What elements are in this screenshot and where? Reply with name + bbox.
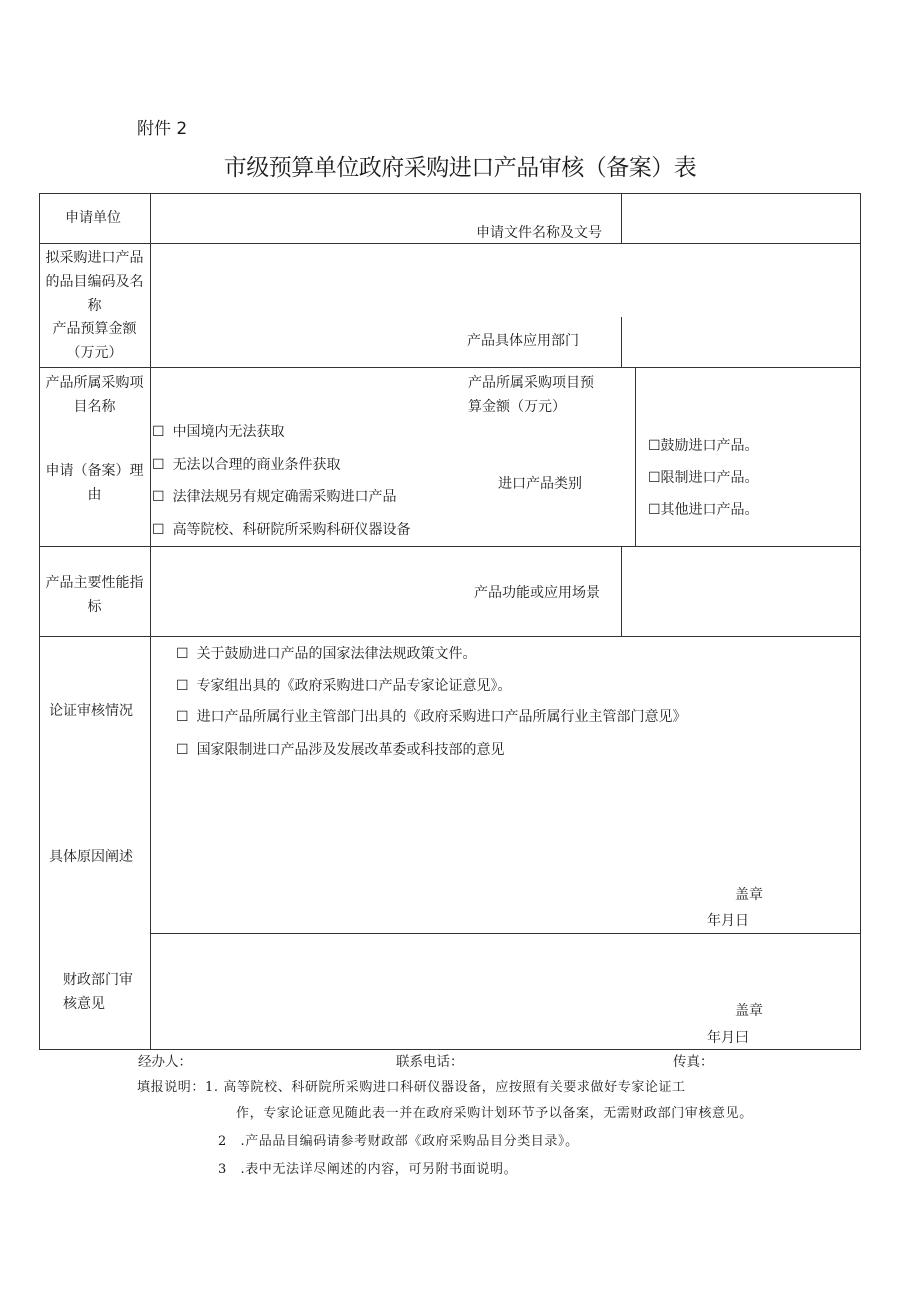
table-border-right xyxy=(860,193,861,1050)
doc-name-label: 申请文件名称及文号 xyxy=(476,225,602,241)
performance-field[interactable] xyxy=(151,547,621,635)
product-code-field[interactable] xyxy=(151,244,860,316)
page-title: 市级预算单位政府采购进口产品审核（备案）表 xyxy=(223,155,697,181)
reason-option[interactable] xyxy=(152,420,285,444)
reason-option[interactable] xyxy=(152,453,341,477)
checkbox-icon[interactable]: ☐ xyxy=(176,678,189,694)
category-option-other[interactable]: ☐其他进口产品。 xyxy=(648,502,759,518)
performance-label-line2: 标 xyxy=(87,599,102,615)
phone-label: 联系电话： xyxy=(396,1054,464,1070)
reason-label-line1: 申请（备案）理 xyxy=(45,463,144,479)
checkbox-icon[interactable]: ☐ xyxy=(152,457,165,473)
handler-label: 经办人： xyxy=(138,1054,192,1070)
review-form-table xyxy=(39,193,861,1050)
checkbox-icon[interactable]: ☐ xyxy=(176,646,189,662)
note-line-3: 2 .产品品目编码请参考财政部《政府采购品目分类目录》。 xyxy=(218,1134,579,1149)
product-code-label-line2: 的品目编码及名 xyxy=(45,274,144,290)
project-budget-label-line1: 产品所属采购项目预 xyxy=(468,375,594,391)
applicant-unit-field[interactable] xyxy=(151,194,621,242)
project-name-label-line1: 产品所属采购项 xyxy=(45,375,144,391)
reason-option-label: 高等院校、科研院所采购科研仪器设备 xyxy=(172,522,411,538)
product-code-label-line1: 拟采购进口产品 xyxy=(45,250,144,266)
product-code-label-line3: 称 xyxy=(87,298,102,314)
reason-option-label: 法律法规另有规定确需采购进口产品 xyxy=(172,489,397,505)
function-field[interactable] xyxy=(622,547,860,635)
budget-amount-label-line1: 产品预算金额 xyxy=(52,321,137,337)
row-divider xyxy=(39,636,861,637)
finance-label-line2: 核意见 xyxy=(63,996,105,1012)
project-budget-label-line2: 算金额（万元） xyxy=(468,399,566,415)
category-label: 进口产品类别 xyxy=(498,476,582,492)
note-line-1: 填报说明：1. 高等院校、科研院所采购进口科研仪器设备，应按照有关要求做好专家论证工 xyxy=(137,1080,686,1095)
review-option[interactable] xyxy=(176,705,687,729)
applicant-unit-label: 申请单位 xyxy=(65,210,121,226)
review-label: 论证审核情况 xyxy=(49,703,133,719)
reason-option-label: 中国境内无法获取 xyxy=(172,424,285,440)
project-name-label-line2: 目名称 xyxy=(73,399,116,415)
finance-opinion-field[interactable] xyxy=(151,934,860,994)
checkbox-icon[interactable]: ☐ xyxy=(152,424,165,440)
reason-label-line2: 由 xyxy=(87,487,102,503)
reason-option-label: 无法以合理的商业条件获取 xyxy=(172,457,341,473)
note-line-4: 3 .表中无法详尽阐述的内容，可另附书面说明。 xyxy=(218,1162,518,1177)
review-option-label: 专家组出具的《政府采购进口产品专家论证意见》。 xyxy=(196,678,512,694)
date-label: 年月曰 xyxy=(707,1030,749,1046)
review-option-label: 关于鼓励进口产品的国家法律法规政策文件。 xyxy=(196,646,477,662)
budget-amount-label-line2: （万元） xyxy=(66,345,123,361)
application-department-field[interactable] xyxy=(622,318,860,366)
row-divider xyxy=(39,367,861,368)
review-option-label: 进口产品所属行业主管部门出具的《政府采购进口产品所属行业主管部门意见》 xyxy=(196,709,687,725)
performance-label-line1: 产品主要性能指 xyxy=(45,575,144,591)
checkbox-icon[interactable]: ☐ xyxy=(152,489,165,505)
reason-option[interactable] xyxy=(152,485,397,509)
category-option-encouraged[interactable]: ☐鼓励进口产品。 xyxy=(648,438,759,454)
column-divider xyxy=(635,367,636,546)
seal-label: 盖章 xyxy=(735,1003,763,1019)
application-department-label: 产品具体应用部门 xyxy=(467,333,579,349)
category-option-restricted[interactable]: ☐限制进口产品。 xyxy=(648,470,759,486)
specific-reason-label: 具体原因阐述 xyxy=(49,849,133,865)
attachment-label: 附件 2 xyxy=(137,119,188,139)
review-option[interactable] xyxy=(176,674,512,698)
review-option[interactable] xyxy=(176,738,505,762)
finance-label-line1: 财政部门审 xyxy=(63,972,133,988)
reason-option[interactable] xyxy=(152,518,411,542)
fax-label: 传真： xyxy=(673,1054,714,1070)
function-label: 产品功能或应用场景 xyxy=(474,585,600,601)
review-option[interactable] xyxy=(176,642,477,666)
doc-name-field[interactable] xyxy=(622,194,860,242)
seal-label: 盖章 xyxy=(735,887,763,903)
checkbox-icon[interactable]: ☐ xyxy=(176,742,189,758)
review-option-label: 国家限制进口产品涉及发展改革委或科技部的意见 xyxy=(196,742,505,758)
checkbox-icon[interactable]: ☐ xyxy=(152,522,165,538)
date-label: 年月日 xyxy=(707,913,749,929)
checkbox-icon[interactable]: ☐ xyxy=(176,709,189,725)
note-line-2: 作，专家论证意见随此表一并在政府采购计划环节予以备案，无需财政部门审核意见。 xyxy=(236,1106,753,1121)
